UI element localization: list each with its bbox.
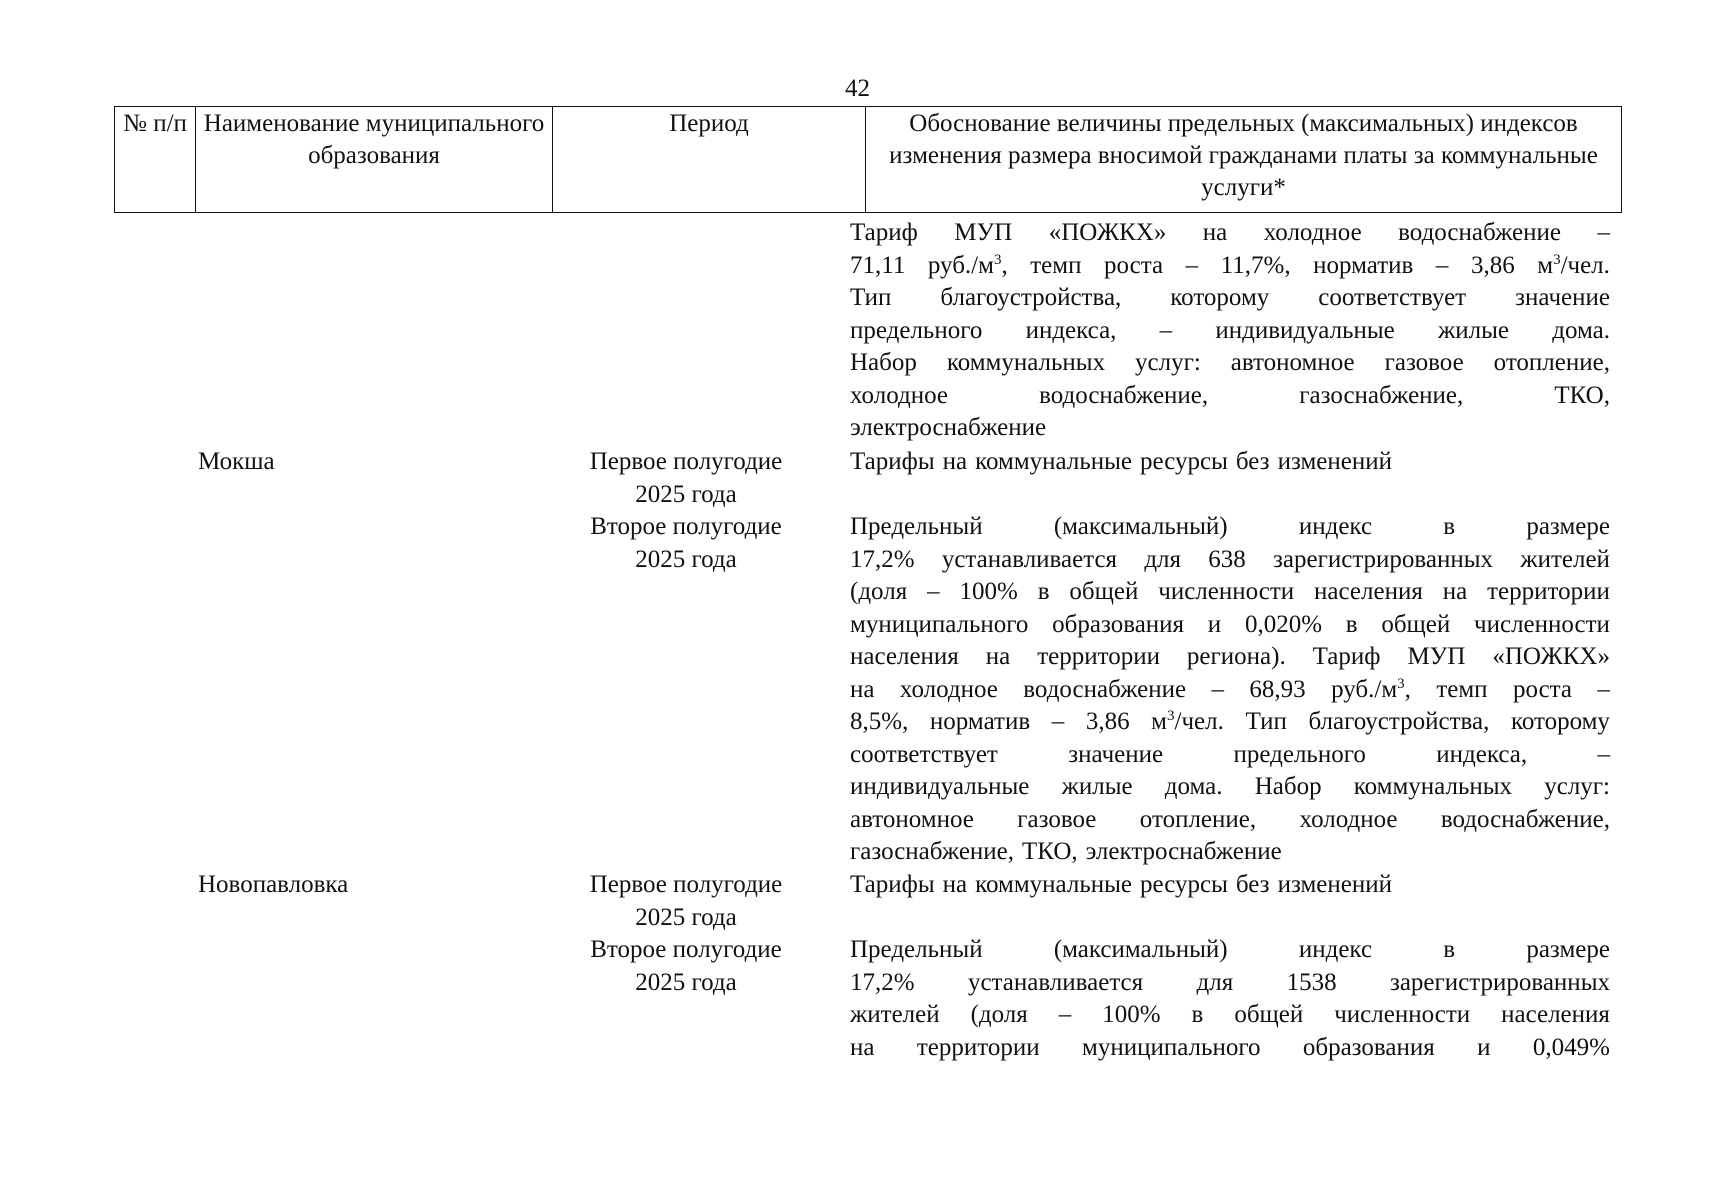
word: населения <box>850 643 959 670</box>
text-line <box>850 576 1610 609</box>
period-first-half-moksha <box>540 446 832 511</box>
word: (максимальный) <box>1053 936 1228 963</box>
page-number: 42 <box>845 75 870 102</box>
word: предельного <box>850 316 983 344</box>
justification-second-half-moksha <box>850 511 1610 869</box>
word: 3,86 <box>1085 708 1130 735</box>
word: услуг: <box>1544 773 1610 800</box>
word: 1538 <box>1286 968 1337 996</box>
word: газоснабжение, <box>1299 381 1464 409</box>
word: на <box>942 871 968 898</box>
word: и <box>1477 1033 1491 1061</box>
word: ТКО, <box>1554 381 1610 409</box>
word: в <box>1191 1001 1204 1028</box>
word: газоснабжение, <box>850 838 1015 865</box>
word: муниципального <box>1082 1033 1261 1061</box>
word: образования <box>1302 1033 1435 1061</box>
word: Тариф <box>850 219 918 246</box>
word: услуг: <box>1135 349 1201 376</box>
word: МУП <box>954 219 1013 246</box>
word: общей <box>1234 1001 1304 1028</box>
header-cell-number: № п/п <box>115 107 196 213</box>
period-line: 2025 года <box>635 968 737 996</box>
word: значение <box>1068 740 1164 768</box>
word: предельного <box>1233 740 1366 768</box>
word: темп <box>1030 251 1082 279</box>
word: 8,5%, <box>850 708 909 735</box>
text-line <box>850 934 1610 967</box>
word: газовое <box>1017 805 1097 833</box>
word: $руб./м^3$, <box>927 251 1008 279</box>
word: – <box>1597 740 1610 768</box>
period-line: Первое полугодие <box>589 448 783 475</box>
word: индекса, <box>1025 316 1117 344</box>
word: 71,11 <box>850 251 906 279</box>
word: роста <box>1512 675 1572 703</box>
period-line: Второе полугодие <box>590 513 782 540</box>
word: жилые <box>1438 316 1510 344</box>
text-line <box>850 771 1610 804</box>
word: – <box>1435 251 1449 279</box>
word: ресурсы <box>1140 448 1228 475</box>
word: Набор <box>850 349 917 376</box>
word: численности <box>1474 610 1610 638</box>
word: изменений <box>1277 448 1392 475</box>
period-line: 2025 года <box>635 545 737 573</box>
word: и <box>1207 610 1222 638</box>
word: холодное <box>899 675 998 703</box>
text-line <box>850 836 1610 869</box>
word: на <box>850 675 875 703</box>
text-line <box>850 282 1610 315</box>
text-line <box>850 609 1610 642</box>
word: которому <box>1510 708 1610 735</box>
word: индекс <box>1298 513 1373 540</box>
word: 0,020% <box>1244 610 1323 638</box>
word: норматив <box>929 708 1031 735</box>
justification-second-half-novopavlovka <box>850 934 1610 1064</box>
word: 17,2% <box>850 545 915 573</box>
word: численности <box>1334 1001 1471 1028</box>
word: водоснабжение <box>1023 675 1187 703</box>
word: «ПОЖКХ» <box>1492 643 1610 670</box>
word: в <box>1037 578 1050 605</box>
word: темп <box>1436 675 1488 703</box>
word: на <box>850 1033 875 1061</box>
word: автономное <box>1230 349 1355 376</box>
word: холодное <box>1299 805 1398 833</box>
word: – <box>1058 1001 1072 1028</box>
word: 68,93 <box>1249 675 1306 703</box>
period-line: Первое полугодие <box>589 871 783 898</box>
text-line <box>850 1032 1610 1065</box>
word: индекса, <box>1436 740 1528 768</box>
word: электроснабжение <box>1085 838 1282 865</box>
text-line <box>850 250 1610 283</box>
text-line <box>850 347 1610 380</box>
word: электроснабжение <box>850 414 1047 441</box>
text-line <box>850 315 1610 348</box>
text-line <box>850 412 1610 445</box>
header-cell-name: Наименование муниципального образования <box>196 107 553 213</box>
word: зарегистрированных <box>1273 545 1494 573</box>
word: Предельный <box>850 513 983 540</box>
word: индивидуальные <box>850 773 1030 800</box>
word: газовое <box>1384 349 1464 376</box>
word: Набор <box>1254 773 1322 800</box>
continued-justification <box>850 217 1610 445</box>
text-line <box>850 511 1610 544</box>
word: 638 <box>1208 545 1246 573</box>
text-line <box>850 380 1610 413</box>
period-line: Второе полугодие <box>590 936 782 963</box>
word: $м^3$/чел. <box>1151 708 1224 735</box>
word: $руб./м^3$, <box>1331 675 1411 703</box>
word: – <box>1159 316 1173 344</box>
word: устанавливается <box>967 968 1144 996</box>
word: общей <box>1069 578 1139 605</box>
word: – <box>1597 219 1610 246</box>
text-line <box>850 739 1610 772</box>
word: (максимальный) <box>1053 513 1228 540</box>
word: на <box>942 448 968 475</box>
word: на <box>985 643 1011 670</box>
word: Тариф <box>1312 643 1381 670</box>
text-line <box>850 804 1610 837</box>
text-line <box>850 217 1610 250</box>
header-cell-period: Период <box>553 107 866 213</box>
word: роста <box>1104 251 1164 279</box>
word: – <box>927 578 940 605</box>
word: индивидуальные <box>1215 316 1395 344</box>
word: жилые <box>1061 773 1133 800</box>
text-line <box>850 446 1610 479</box>
word: автономное <box>850 805 974 833</box>
word: благоустройства, <box>940 284 1122 311</box>
word: значение <box>1515 284 1610 311</box>
justification-first-half-novopavlovka <box>850 869 1610 902</box>
word: благоустройства, <box>1308 708 1490 735</box>
word: водоснабжение <box>1398 219 1561 246</box>
word: размере <box>1526 936 1610 963</box>
word: территории <box>1037 643 1160 670</box>
table-header <box>114 106 1622 213</box>
word: индекс <box>1298 936 1373 963</box>
word: холодное <box>1263 219 1362 246</box>
word: жителей <box>850 1001 940 1028</box>
word: 3,86 <box>1470 251 1515 279</box>
text-line <box>850 869 1610 902</box>
word: на <box>1442 578 1468 605</box>
word: численности <box>1158 578 1295 605</box>
word: муниципального <box>850 610 1029 638</box>
header-cell-justification: Обоснование величины предельных (максимальных) индексов изменения размера вносимой гражданами платы за коммунальные услуги* <box>866 107 1622 213</box>
text-line <box>850 641 1610 674</box>
word: МУП <box>1407 643 1466 670</box>
word: коммунальные <box>975 448 1132 475</box>
word: холодное <box>850 381 948 409</box>
word: – <box>1211 675 1225 703</box>
word: территории <box>1487 578 1610 605</box>
text-line <box>850 706 1610 739</box>
word: Тарифы <box>850 448 935 475</box>
municipality-name-novopavlovka: Новопавловка <box>198 871 349 898</box>
word: без <box>1235 448 1270 475</box>
word: норматив <box>1313 251 1414 279</box>
word: водоснабжение, <box>1440 805 1610 833</box>
period-line: 2025 года <box>635 903 737 931</box>
word: коммунальные <box>975 871 1132 898</box>
word: без <box>1235 871 1270 898</box>
period-second-half-moksha <box>540 511 832 576</box>
word: коммунальных <box>1353 773 1513 800</box>
word: в <box>1345 610 1358 638</box>
word: (доля <box>970 1001 1028 1028</box>
word: на <box>1202 219 1228 246</box>
text-line <box>850 544 1610 577</box>
word: 17,2% <box>850 968 915 996</box>
text-line <box>850 674 1610 707</box>
municipality-name-moksha: Мокша <box>198 448 275 475</box>
word: 0,049% <box>1532 1033 1610 1061</box>
word: изменений <box>1277 871 1392 898</box>
word: в <box>1443 936 1456 963</box>
word: в <box>1443 513 1456 540</box>
word: населения <box>1501 1001 1610 1028</box>
word: которому <box>1170 284 1270 311</box>
word: «ПОЖКХ» <box>1048 219 1167 246</box>
word: соответствует <box>1318 284 1467 311</box>
period-first-half-novopavlovka <box>540 869 832 934</box>
word: для <box>1144 545 1182 573</box>
word: дома. <box>1552 316 1610 344</box>
word: ресурсы <box>1140 871 1228 898</box>
word: Тип <box>1245 708 1287 735</box>
word: отопление, <box>1493 349 1610 376</box>
word: водоснабжение, <box>1039 381 1209 409</box>
word: для <box>1196 968 1234 996</box>
word: жителей <box>1520 545 1610 573</box>
word: дома. <box>1164 773 1223 800</box>
word: – <box>1051 708 1065 735</box>
word: Предельный <box>850 936 983 963</box>
word: $м^3$/чел. <box>1537 251 1610 279</box>
word: 100% <box>959 578 1018 605</box>
word: 100% <box>1102 1001 1161 1028</box>
word: общей <box>1381 610 1451 638</box>
word: отопление, <box>1139 805 1257 833</box>
word: соответствует <box>850 740 998 768</box>
word: (доля <box>850 578 908 605</box>
word: территории <box>916 1033 1040 1061</box>
word: размере <box>1526 513 1610 540</box>
word: коммунальных <box>946 349 1106 376</box>
period-second-half-novopavlovka <box>540 934 832 999</box>
word: – <box>1185 251 1199 279</box>
word: Тип <box>850 284 892 311</box>
justification-first-half-moksha <box>850 446 1610 479</box>
word: зарегистрированных <box>1389 968 1610 996</box>
word: 11,7%, <box>1220 251 1291 279</box>
period-line: 2025 года <box>635 480 737 508</box>
word: образования <box>1052 610 1185 638</box>
text-line <box>850 967 1610 1000</box>
word: устанавливается <box>941 545 1118 573</box>
word: ТКО, <box>1022 838 1078 865</box>
word: Тарифы <box>850 871 935 898</box>
text-line <box>850 999 1610 1032</box>
word: – <box>1597 675 1610 703</box>
word: населения <box>1314 578 1423 605</box>
word: региона). <box>1186 643 1286 670</box>
